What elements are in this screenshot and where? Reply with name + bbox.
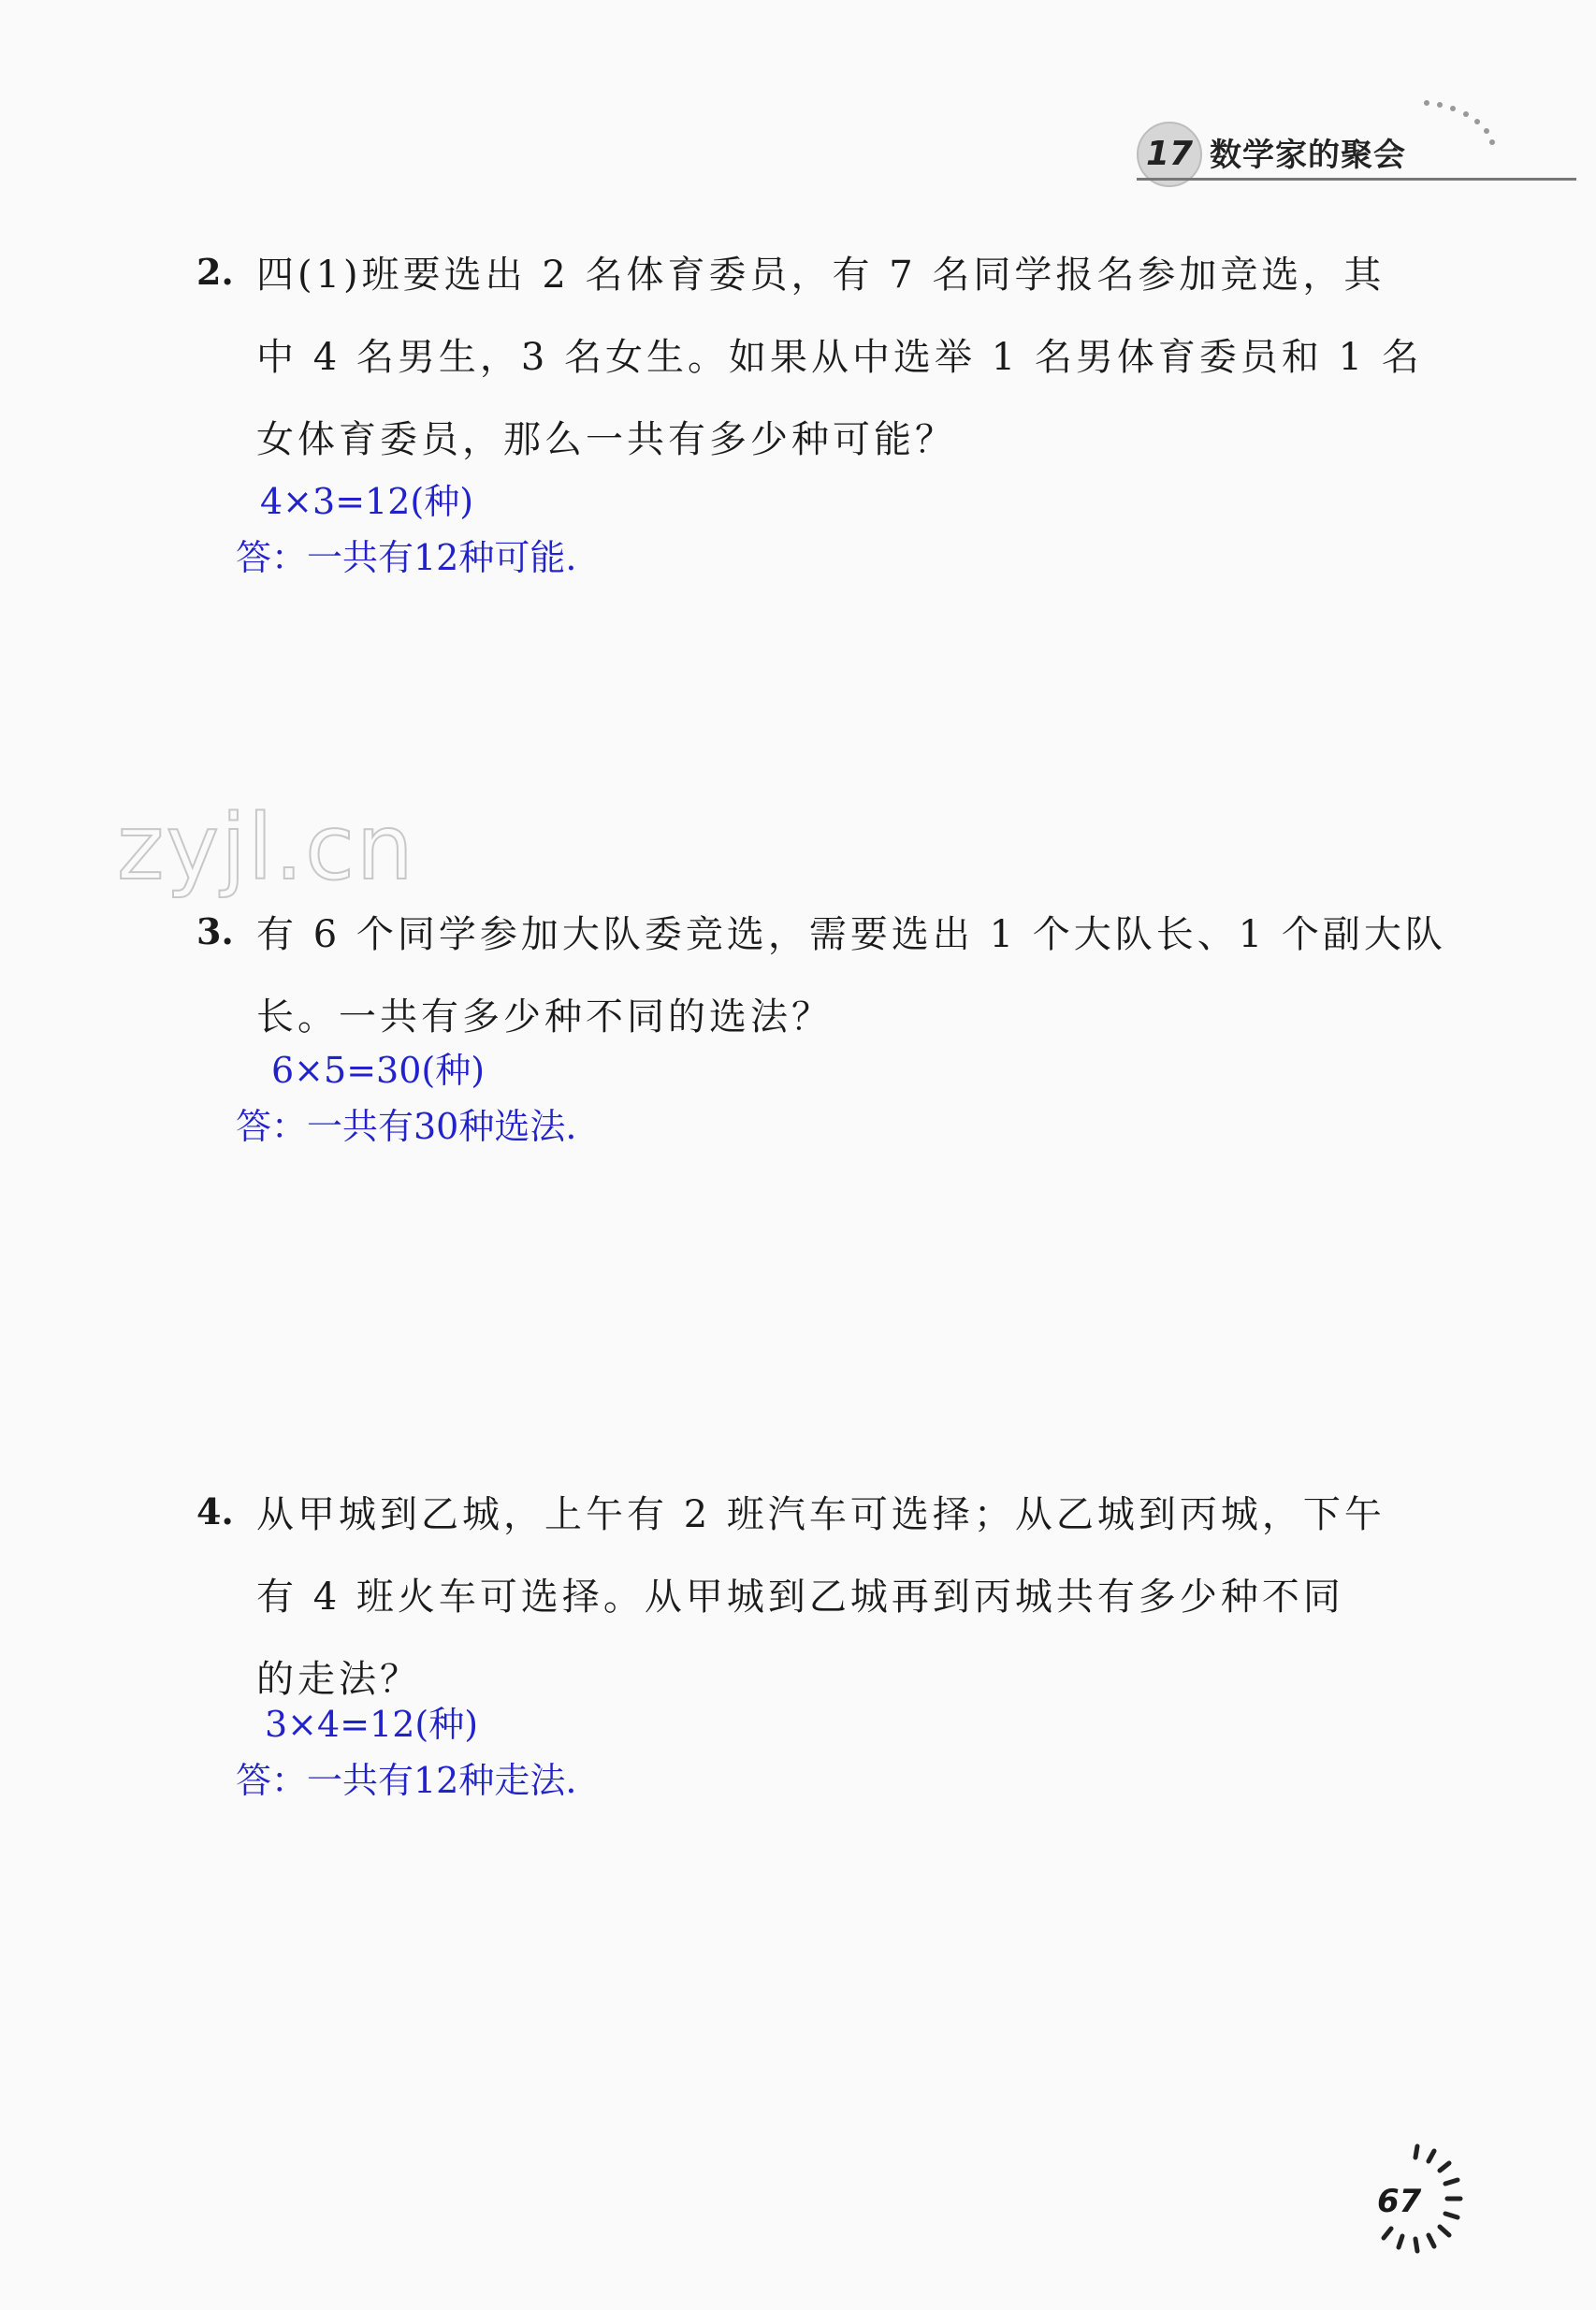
chapter-title: 数学家的聚会 [1210,137,1406,174]
problem-text [256,893,1446,1058]
problem-line: 中 4 名男生，3 名女生。如果从中选举 1 名男体育委员和 1 名 [256,336,1423,379]
answer-statement: 答：一共有30种选法. [236,1106,577,1147]
problem-line: 从甲城到乙城，上午有 2 班汽车可选择；从乙城到丙城，下午 [256,1493,1386,1536]
problem-number: 3. [196,910,234,952]
problem-text [256,234,1423,481]
problem-text [256,1474,1407,1721]
problem-number: 2. [196,251,234,293]
watermark: zyjl.cn [117,795,415,900]
answer-calculation: 4×3=12(种) [260,481,474,522]
answer-statement: 答：一共有12种走法. [236,1760,577,1801]
problem-line: 长。一共有多少种不同的选法？ [256,995,833,1039]
problem-line: 的走法？ [256,1658,421,1701]
chapter-header [1137,112,1576,187]
problem-line: 四(1)班要选出 2 名体育委员，有 7 名同学报名参加竞选，其 [256,254,1386,297]
answer-calculation: 3×4=12(种) [265,1704,479,1745]
answer-statement: 答：一共有12种可能. [236,537,577,578]
problem-line: 女体育委员，那么一共有多少种可能？ [256,418,956,461]
problem-line: 有 6 个同学参加大队委竞选，需要选出 1 个大队长、1 个副大队 [256,913,1446,956]
chapter-number-badge: 17 [1137,122,1202,187]
problem-number: 4. [196,1490,234,1533]
problem-line: 有 4 班火车可选择。从甲城到乙城再到丙城共有多少种不同 [256,1576,1344,1619]
answer-calculation: 6×5=30(种) [271,1050,486,1091]
header-divider [1137,178,1576,181]
decorative-dots-icon [1417,94,1548,168]
page-number: 67 [1377,2183,1422,2220]
